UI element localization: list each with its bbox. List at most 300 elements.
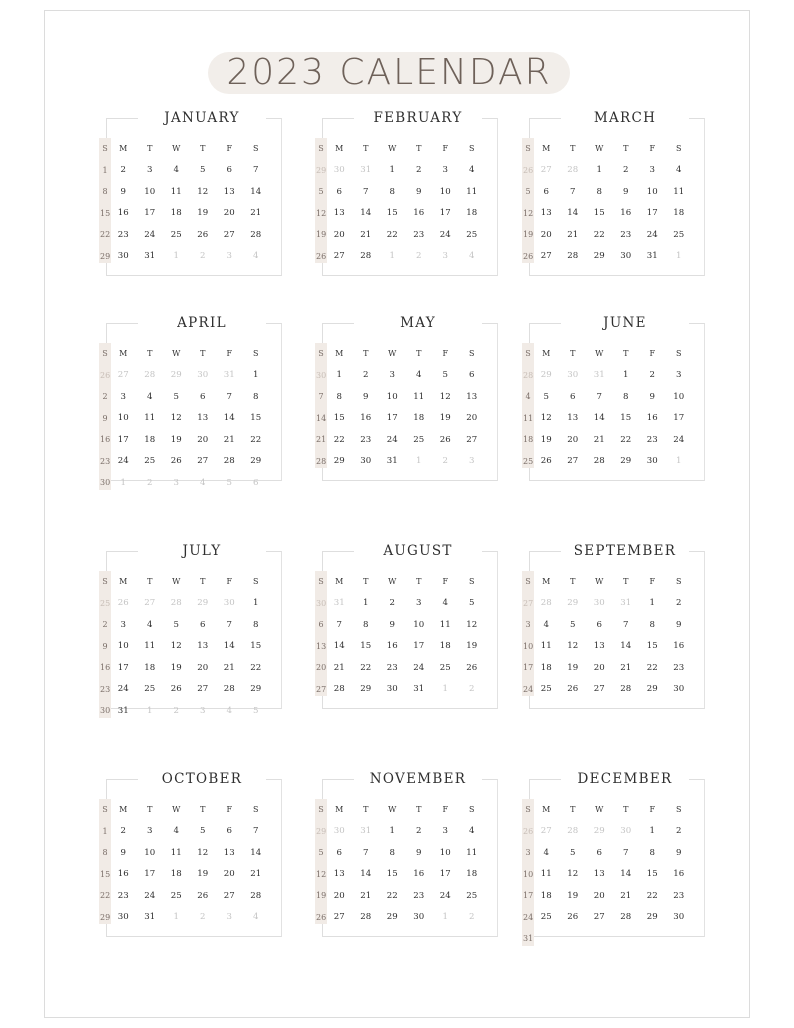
day-cell: 27: [316, 684, 327, 694]
month-day-grid: [523, 799, 699, 950]
weekday-header: M: [119, 349, 128, 359]
day-cell-adjacent-month: 30: [223, 598, 235, 609]
day-cell: 22: [100, 891, 111, 901]
day-cell: 8: [649, 847, 655, 858]
day-cell: 1: [649, 598, 655, 609]
day-cell-adjacent-month: 2: [147, 477, 153, 488]
day-cell: 13: [540, 208, 552, 219]
day-cell: 3: [525, 848, 531, 858]
day-cell: 6: [543, 186, 549, 197]
day-cell-adjacent-month: 4: [469, 251, 475, 262]
week-row: [316, 224, 492, 246]
week-row: [523, 821, 699, 843]
day-cell: 31: [646, 251, 658, 262]
day-cell: 4: [173, 826, 179, 837]
day-cell: 2: [676, 598, 682, 609]
week-row: [523, 224, 699, 246]
weekday-header: T: [147, 577, 153, 587]
day-cell-adjacent-month: 1: [442, 684, 448, 695]
day-cell: 16: [117, 869, 129, 880]
day-cell: 15: [360, 641, 372, 652]
day-cell: 31: [117, 705, 129, 716]
day-cell: 9: [623, 186, 629, 197]
week-row: [523, 636, 699, 658]
day-cell: 14: [250, 847, 262, 858]
week-row: [316, 160, 492, 182]
day-cell: 12: [197, 847, 209, 858]
day-cell: 30: [117, 912, 129, 923]
day-cell: 22: [100, 230, 111, 240]
day-cell: 3: [416, 598, 422, 609]
day-cell: 17: [144, 869, 156, 880]
weekday-header: S: [318, 577, 324, 587]
day-cell: 10: [144, 186, 156, 197]
day-cell: 5: [173, 391, 179, 402]
weekday-header: T: [416, 805, 422, 815]
weekday-header-row: [100, 343, 276, 365]
weekday-header: F: [226, 805, 233, 815]
weekday-header: T: [200, 349, 206, 359]
day-cell: 25: [466, 890, 478, 901]
week-row: [316, 657, 492, 679]
day-cell-adjacent-month: 1: [120, 477, 126, 488]
week-row: [523, 885, 699, 907]
month-name: JULY: [138, 541, 266, 561]
day-cell: 16: [386, 641, 398, 652]
weekday-header: S: [469, 144, 475, 154]
day-cell-adjacent-month: 1: [147, 705, 153, 716]
week-row: [523, 429, 699, 451]
day-cell: 8: [102, 187, 108, 197]
day-cell: 17: [117, 434, 129, 445]
weekday-header: W: [172, 805, 181, 815]
day-cell: 14: [620, 869, 632, 880]
week-row: [523, 246, 699, 268]
week-row: [523, 864, 699, 886]
day-cell-adjacent-month: 30: [316, 598, 327, 608]
day-cell: 18: [540, 662, 552, 673]
day-cell: 18: [144, 434, 156, 445]
week-row: [316, 386, 492, 408]
day-cell: 10: [144, 847, 156, 858]
month-day-grid: [316, 799, 492, 928]
day-cell: 2: [389, 598, 395, 609]
day-cell: 19: [316, 230, 327, 240]
day-cell: 4: [416, 370, 422, 381]
week-row: [316, 636, 492, 658]
day-cell: 2: [102, 620, 108, 630]
day-cell: 18: [673, 208, 685, 219]
day-cell: 21: [250, 869, 262, 880]
day-cell: 9: [676, 847, 682, 858]
day-cell: 5: [200, 165, 206, 176]
weekday-header: T: [363, 577, 369, 587]
day-cell: 27: [593, 912, 605, 923]
weekday-header: W: [388, 805, 397, 815]
day-cell: 14: [593, 413, 605, 424]
day-cell: 3: [442, 165, 448, 176]
day-cell: 10: [439, 847, 451, 858]
month-july: [98, 541, 288, 716]
weekday-header: W: [172, 349, 181, 359]
weekday-header: F: [649, 349, 656, 359]
week-row: [100, 160, 276, 182]
day-cell: 3: [389, 370, 395, 381]
day-cell: 28: [333, 684, 345, 695]
day-cell: 10: [386, 391, 398, 402]
day-cell: 31: [144, 251, 156, 262]
day-cell: 20: [223, 208, 235, 219]
day-cell-adjacent-month: 1: [442, 912, 448, 923]
day-cell: 8: [253, 391, 259, 402]
day-cell: 8: [363, 619, 369, 630]
day-cell: 27: [333, 912, 345, 923]
weekday-header: W: [595, 577, 604, 587]
day-cell: 24: [144, 890, 156, 901]
weekday-header: M: [542, 805, 551, 815]
day-cell: 29: [620, 456, 632, 467]
day-cell-adjacent-month: 30: [620, 826, 632, 837]
day-cell: 6: [200, 619, 206, 630]
week-row: [523, 657, 699, 679]
day-cell: 7: [226, 619, 232, 630]
day-cell: 2: [120, 826, 126, 837]
weekday-header: S: [676, 805, 682, 815]
day-cell-adjacent-month: 30: [197, 370, 209, 381]
day-cell: 10: [646, 186, 658, 197]
day-cell-adjacent-month: 4: [253, 251, 259, 262]
day-cell: 5: [173, 619, 179, 630]
week-row: [523, 386, 699, 408]
day-cell: 12: [316, 208, 327, 218]
day-cell-adjacent-month: 30: [567, 370, 579, 381]
weekday-header: M: [542, 144, 551, 154]
day-cell: 25: [144, 684, 156, 695]
day-cell: 17: [646, 208, 658, 219]
weekday-header: S: [102, 349, 108, 359]
weekday-header-row: [316, 799, 492, 821]
day-cell-adjacent-month: 6: [253, 477, 259, 488]
day-cell: 7: [363, 186, 369, 197]
weekday-header: W: [595, 349, 604, 359]
week-row: [316, 907, 492, 929]
day-cell: 8: [102, 848, 108, 858]
week-row: [100, 821, 276, 843]
day-cell: 1: [649, 826, 655, 837]
day-cell: 26: [316, 251, 327, 261]
day-cell: 15: [386, 869, 398, 880]
day-cell: 16: [646, 413, 658, 424]
day-cell: 16: [117, 208, 129, 219]
day-cell-adjacent-month: 31: [593, 370, 605, 381]
day-cell: 16: [413, 208, 425, 219]
week-row: [100, 451, 276, 473]
weekday-header: F: [649, 805, 656, 815]
day-cell-adjacent-month: 26: [100, 370, 111, 380]
day-cell-adjacent-month: 27: [144, 598, 156, 609]
day-cell: 23: [100, 456, 111, 466]
day-cell: 19: [540, 434, 552, 445]
day-cell: 13: [333, 208, 345, 219]
day-cell: 3: [147, 826, 153, 837]
day-cell: 20: [223, 869, 235, 880]
weekday-header: S: [469, 805, 475, 815]
day-cell: 6: [200, 391, 206, 402]
day-cell: 17: [117, 662, 129, 673]
day-cell: 20: [567, 434, 579, 445]
weekday-header: T: [416, 577, 422, 587]
month-day-grid: [316, 343, 492, 472]
day-cell: 5: [318, 848, 324, 858]
day-cell: 17: [413, 641, 425, 652]
page-title: 2023 CALENDAR: [226, 52, 552, 93]
day-cell: 29: [646, 912, 658, 923]
day-cell: 4: [173, 165, 179, 176]
day-cell: 1: [389, 165, 395, 176]
day-cell: 27: [540, 251, 552, 262]
day-cell: 24: [117, 684, 129, 695]
day-cell: 24: [117, 456, 129, 467]
day-cell: 13: [466, 391, 478, 402]
weekday-header: S: [318, 349, 324, 359]
day-cell: 25: [466, 229, 478, 240]
day-cell: 21: [250, 208, 262, 219]
day-cell: 5: [543, 391, 549, 402]
day-cell: 26: [540, 456, 552, 467]
day-cell: 13: [223, 186, 235, 197]
day-cell: 12: [567, 641, 579, 652]
day-cell: 2: [623, 165, 629, 176]
day-cell-adjacent-month: 30: [333, 826, 345, 837]
day-cell: 25: [540, 912, 552, 923]
day-cell: 12: [567, 869, 579, 880]
day-cell-adjacent-month: 31: [333, 598, 345, 609]
day-cell: 29: [646, 684, 658, 695]
day-cell: 31: [144, 912, 156, 923]
day-cell: 17: [144, 208, 156, 219]
day-cell: 26: [466, 662, 478, 673]
day-cell: 18: [170, 869, 182, 880]
week-row: [100, 700, 276, 722]
month-day-grid: [316, 138, 492, 267]
day-cell: 16: [100, 435, 111, 445]
day-cell: 22: [360, 662, 372, 673]
day-cell: 26: [170, 456, 182, 467]
day-cell: 12: [170, 641, 182, 652]
week-row: [523, 160, 699, 182]
day-cell: 4: [469, 826, 475, 837]
month-name: OCTOBER: [138, 769, 266, 789]
day-cell: 22: [620, 434, 632, 445]
week-row: [100, 885, 276, 907]
day-cell: 20: [333, 890, 345, 901]
day-cell-adjacent-month: 2: [442, 456, 448, 467]
weekday-header: S: [469, 349, 475, 359]
day-cell-adjacent-month: 30: [333, 165, 345, 176]
day-cell: 28: [316, 456, 327, 466]
day-cell: 24: [523, 912, 534, 922]
weekday-header-row: [523, 571, 699, 593]
week-row: [523, 928, 699, 950]
day-cell: 25: [413, 434, 425, 445]
weekday-header: T: [363, 349, 369, 359]
day-cell-adjacent-month: 1: [416, 456, 422, 467]
day-cell: 11: [144, 413, 156, 424]
month-name: MARCH: [561, 108, 689, 128]
day-cell: 14: [333, 641, 345, 652]
day-cell: 4: [442, 598, 448, 609]
day-cell: 1: [336, 370, 342, 381]
day-cell: 27: [333, 251, 345, 262]
day-cell: 10: [413, 619, 425, 630]
day-cell: 21: [316, 435, 327, 445]
day-cell: 9: [102, 641, 108, 651]
day-cell: 3: [676, 370, 682, 381]
month-name: JUNE: [561, 313, 689, 333]
day-cell: 27: [567, 456, 579, 467]
weekday-header: S: [676, 577, 682, 587]
day-cell-adjacent-month: 4: [200, 477, 206, 488]
day-cell: 26: [197, 890, 209, 901]
day-cell: 19: [170, 662, 182, 673]
day-cell: 6: [226, 826, 232, 837]
day-cell: 26: [567, 684, 579, 695]
month-day-grid: [100, 343, 276, 494]
day-cell-adjacent-month: 3: [200, 705, 206, 716]
weekday-header: T: [416, 144, 422, 154]
day-cell: 3: [120, 619, 126, 630]
weekday-header: T: [416, 349, 422, 359]
weekday-header: S: [525, 349, 531, 359]
day-cell: 8: [649, 619, 655, 630]
day-cell: 28: [360, 251, 372, 262]
weekday-header: T: [200, 144, 206, 154]
weekday-header: T: [570, 805, 576, 815]
day-cell: 28: [250, 890, 262, 901]
day-cell: 12: [197, 186, 209, 197]
week-row: [316, 246, 492, 268]
day-cell-adjacent-month: 29: [593, 826, 605, 837]
day-cell: 4: [147, 391, 153, 402]
day-cell-adjacent-month: 30: [316, 370, 327, 380]
day-cell: 24: [144, 229, 156, 240]
day-cell: 13: [197, 641, 209, 652]
day-cell: 14: [620, 641, 632, 652]
weekday-header-row: [316, 571, 492, 593]
month-name: DECEMBER: [561, 769, 689, 789]
day-cell: 1: [102, 165, 108, 175]
day-cell: 14: [223, 413, 235, 424]
day-cell: 6: [570, 391, 576, 402]
week-row: [316, 885, 492, 907]
day-cell: 27: [223, 890, 235, 901]
weekday-header: F: [442, 805, 449, 815]
weekday-header: M: [335, 805, 344, 815]
day-cell: 8: [336, 391, 342, 402]
day-cell: 21: [593, 434, 605, 445]
weekday-header: W: [388, 144, 397, 154]
week-row: [523, 181, 699, 203]
month-august: [314, 541, 504, 711]
week-row: [316, 864, 492, 886]
weekday-header: F: [226, 349, 233, 359]
day-cell-adjacent-month: 27: [523, 598, 534, 608]
day-cell: 10: [523, 641, 534, 651]
day-cell: 4: [676, 165, 682, 176]
day-cell: 21: [223, 434, 235, 445]
day-cell: 23: [100, 684, 111, 694]
day-cell: 2: [120, 165, 126, 176]
day-cell-adjacent-month: 2: [173, 705, 179, 716]
month-february: [314, 108, 504, 278]
day-cell: 23: [413, 890, 425, 901]
day-cell-adjacent-month: 27: [540, 826, 552, 837]
day-cell: 17: [673, 413, 685, 424]
day-cell: 24: [673, 434, 685, 445]
week-row: [316, 679, 492, 701]
day-cell: 21: [620, 662, 632, 673]
day-cell: 11: [673, 186, 685, 197]
week-row: [523, 614, 699, 636]
day-cell: 23: [117, 229, 129, 240]
day-cell: 25: [170, 890, 182, 901]
day-cell: 3: [120, 391, 126, 402]
day-cell: 30: [673, 912, 685, 923]
day-cell: 12: [316, 869, 327, 879]
day-cell: 28: [223, 456, 235, 467]
month-name: NOVEMBER: [354, 769, 482, 789]
day-cell: 2: [676, 826, 682, 837]
day-cell: 13: [567, 413, 579, 424]
day-cell: 9: [416, 847, 422, 858]
weekday-header: M: [542, 577, 551, 587]
day-cell: 6: [336, 186, 342, 197]
weekday-header: T: [147, 144, 153, 154]
week-row: [100, 246, 276, 268]
weekday-header: S: [676, 144, 682, 154]
month-day-grid: [523, 343, 699, 472]
day-cell-adjacent-month: 31: [620, 598, 632, 609]
day-cell: 13: [333, 869, 345, 880]
month-day-grid: [523, 138, 699, 267]
weekday-header: F: [649, 577, 656, 587]
day-cell: 11: [413, 391, 425, 402]
day-cell: 20: [316, 663, 327, 673]
day-cell: 23: [673, 662, 685, 673]
day-cell: 9: [363, 391, 369, 402]
weekday-header: W: [172, 577, 181, 587]
day-cell: 6: [596, 847, 602, 858]
day-cell: 30: [673, 684, 685, 695]
day-cell: 28: [567, 251, 579, 262]
day-cell: 27: [593, 684, 605, 695]
week-row: [523, 842, 699, 864]
day-cell: 31: [413, 684, 425, 695]
weekday-header: S: [253, 349, 259, 359]
day-cell: 7: [623, 619, 629, 630]
day-cell-adjacent-month: 1: [173, 251, 179, 262]
day-cell: 10: [117, 641, 129, 652]
day-cell: 17: [439, 869, 451, 880]
day-cell: 15: [646, 869, 658, 880]
weekday-header: M: [119, 577, 128, 587]
weekday-header: T: [363, 144, 369, 154]
day-cell: 25: [523, 456, 534, 466]
day-cell: 6: [318, 620, 324, 630]
day-cell: 30: [413, 912, 425, 923]
week-row: [100, 365, 276, 387]
day-cell-adjacent-month: 28: [523, 370, 534, 380]
